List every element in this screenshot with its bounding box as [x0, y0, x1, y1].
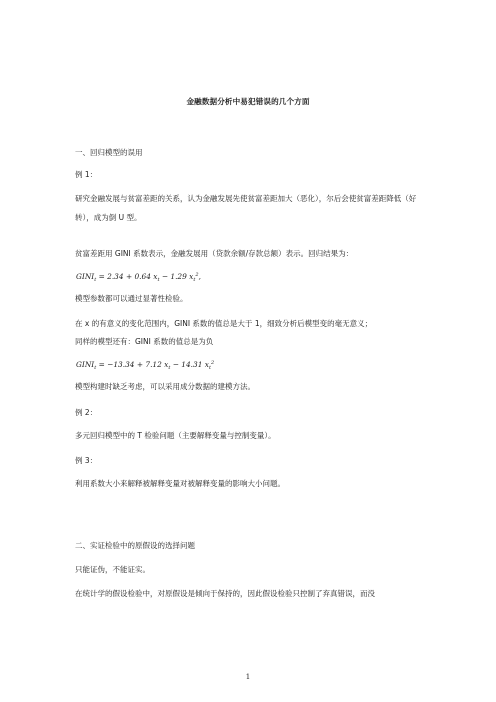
- formula1-tail: ,: [198, 272, 201, 281]
- formula2-lhs: GINI: [76, 360, 95, 369]
- example3-text: 利用系数大小来解释被解释变量对被解释变量的影响大小问题。: [75, 479, 285, 488]
- formula2-sub-a: t: [168, 365, 171, 371]
- formula1-rhs2: − 1.29 x: [159, 272, 194, 281]
- range-text: 在 x 的有意义的变化范围内，GINI 系数的值总是大于 1，细致分析后模型变的毫无意义；: [75, 319, 373, 328]
- section2-line2: 在统计学的假设检验中，对原假设是倾向于保持的，因此假设检验只控制了弃真错误，而没: [75, 589, 375, 598]
- formula1-sub-a: t: [157, 277, 160, 283]
- formula2-sub-b: t: [208, 365, 211, 371]
- same-model-text: 同样的模型还有：GINI 系数的值总是为负: [75, 337, 214, 346]
- section1-heading: 一、回归模型的误用: [75, 148, 143, 157]
- formula1-rhs: = 2.34 + 0.64 x: [98, 272, 158, 281]
- regression-formula-1: [76, 269, 201, 286]
- lack-text: 模型构建时缺乏考虑，可以采用成分数据的建模方法。: [75, 382, 255, 391]
- document-title: 金融数据分析中易犯错误的几个方面: [186, 97, 310, 106]
- formula1-lhs: GINI: [76, 272, 95, 281]
- page-number: 1: [245, 673, 251, 681]
- formula2-sup: 2: [210, 360, 215, 366]
- formula1-sub-b: t: [193, 277, 196, 283]
- example1-label: 例 1：: [75, 170, 98, 179]
- gini-intro-text: 贫富差距用 GINI 系数表示，金融发展用（贷款余额/存款总额）表示。回归结果为：: [75, 249, 354, 258]
- example2-label: 例 2：: [75, 408, 98, 417]
- regression-formula-2: [76, 357, 214, 374]
- formula2-rhs2: − 14.31 x: [170, 360, 209, 369]
- formula1-sub: t: [94, 277, 97, 283]
- section2-line1: 只能证伪，不能证实。: [75, 565, 150, 574]
- formula2-rhs: = −13.34 + 7.12 x: [98, 360, 169, 369]
- verify-text: 模型参数都可以通过显著性检验。: [75, 294, 188, 303]
- example2-text: 多元回归模型中的 T 检验问题（主要解释变量与控制变量）。: [75, 431, 276, 440]
- example1-text: 研究金融发展与贫富差距的关系，认为金融发展先使贫富差距加大（恶化），尔后会使贫富差距降低（好转），成为倒 U 型。: [75, 194, 417, 222]
- formula1-sup: 2: [195, 272, 199, 278]
- section2-heading: 二、实证检验中的原假设的选择问题: [75, 541, 195, 550]
- example3-label: 例 3：: [75, 456, 98, 465]
- formula2-sub: t: [94, 365, 97, 371]
